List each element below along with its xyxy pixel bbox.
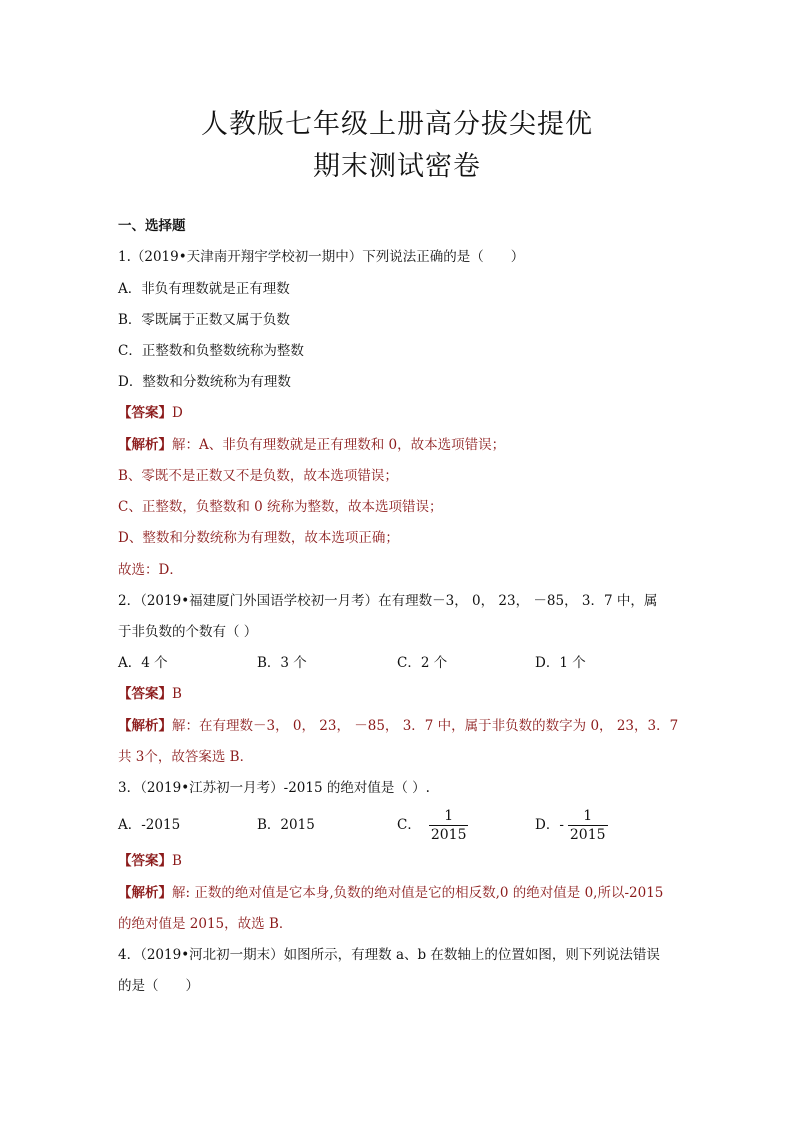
section-heading: 一、选择题 (118, 218, 186, 234)
q1-analysis-line5: 故选：D． (118, 562, 183, 578)
q1-answer (118, 403, 183, 423)
q3-analysis-text: 解: 正数的绝对值是它本身,负数的绝对值是它的相反数,0 的绝对值是 0,所以-2015 (172, 885, 664, 901)
q2-analysis-line2: 共 3个，故答案选 B． (118, 749, 254, 765)
fraction-denominator: 2015 (430, 827, 467, 843)
fraction-numerator: 1 (583, 808, 593, 824)
q4-stem-line2: 的是（ ） (118, 978, 199, 994)
q2-option-d: D．1 个 (535, 655, 586, 671)
analysis-tag: 【解析】 (118, 718, 172, 734)
fraction-numerator: 1 (444, 808, 454, 824)
q3-option-d-prefix: D．- (535, 817, 564, 833)
q1-option-a: A．非负有理数就是正有理数 (118, 281, 290, 297)
q1-option-c: C．正整数和负整数统称为整数 (118, 343, 304, 359)
answer-tag: 【答案】 (118, 405, 172, 421)
q1-stem: 1.（2019•天津南开翔宇学校初一期中）下列说法正确的是（ ） (118, 249, 525, 265)
fraction-denominator: 2015 (569, 827, 606, 843)
q2-option-a: A．4 个 (118, 655, 168, 671)
q2-answer (118, 684, 182, 704)
q2-analysis-line1 (118, 716, 678, 736)
q3-option-c (397, 803, 468, 847)
analysis-tag: 【解析】 (118, 437, 172, 453)
answer-tag: 【答案】 (118, 686, 172, 702)
q1-analysis-line2: B、零既不是正数又不是负数，故本选项错误； (118, 468, 398, 484)
document-title-line1: 人教版七年级上册高分拔尖提优 (201, 109, 593, 140)
q3-option-d-fraction (568, 807, 608, 844)
q2-option-b: B．3 个 (257, 655, 307, 671)
q2-answer-value: B (172, 686, 182, 702)
q3-analysis-line1 (118, 883, 663, 903)
q3-analysis-line2: 的绝对值是 2015，故选 B． (118, 916, 293, 932)
q3-option-a: A．-2015 (118, 817, 181, 833)
q3-answer-value: B (172, 853, 182, 869)
q2-option-c: C．2 个 (397, 655, 448, 671)
analysis-tag: 【解析】 (118, 885, 172, 901)
q1-analysis-line3: C、正整数，负整数和 0 统称为整数，故本选项错误； (118, 499, 443, 515)
q1-answer-value: D (172, 405, 183, 421)
q1-option-d: D．整数和分数统称为有理数 (118, 374, 291, 390)
q3-stem: 3．（2019•江苏初一月考）-2015 的绝对值是（ ）. (118, 780, 430, 796)
q4-stem-line1: 4．（2019•河北初一期末）如图所示，有理数 a、b 在数轴上的位置如图，则下列说法错误 (118, 947, 660, 963)
q1-option-b: B．零既属于正数又属于负数 (118, 312, 290, 328)
q3-option-c-prefix: C． (397, 817, 421, 833)
q1-analysis-line4: D、整数和分数统称为有理数，故本选项正确； (118, 530, 399, 546)
q3-option-b: B．2015 (257, 817, 315, 833)
q1-analysis-text: 解：A、非负有理数就是正有理数和 0，故本选项错误； (172, 437, 506, 453)
q2-analysis-text: 解：在有理数－3， 0， 23， －85， 3．7 中，属于非负数的数字为 0， 23，3．7 (172, 718, 679, 734)
q3-answer (118, 851, 182, 871)
q1-analysis-line1 (118, 435, 505, 455)
q2-stem-line1: 2．（2019•福建厦门外国语学校初一月考）在有理数－3， 0， 23， －85， 3．7 中，属 (118, 593, 658, 609)
answer-tag: 【答案】 (118, 853, 172, 869)
q3-option-c-fraction (429, 807, 469, 844)
document-title-line2: 期末测试密卷 (313, 151, 481, 182)
q3-option-d (535, 803, 608, 847)
q2-stem-line2: 于非负数的个数有（ ） (118, 624, 258, 640)
